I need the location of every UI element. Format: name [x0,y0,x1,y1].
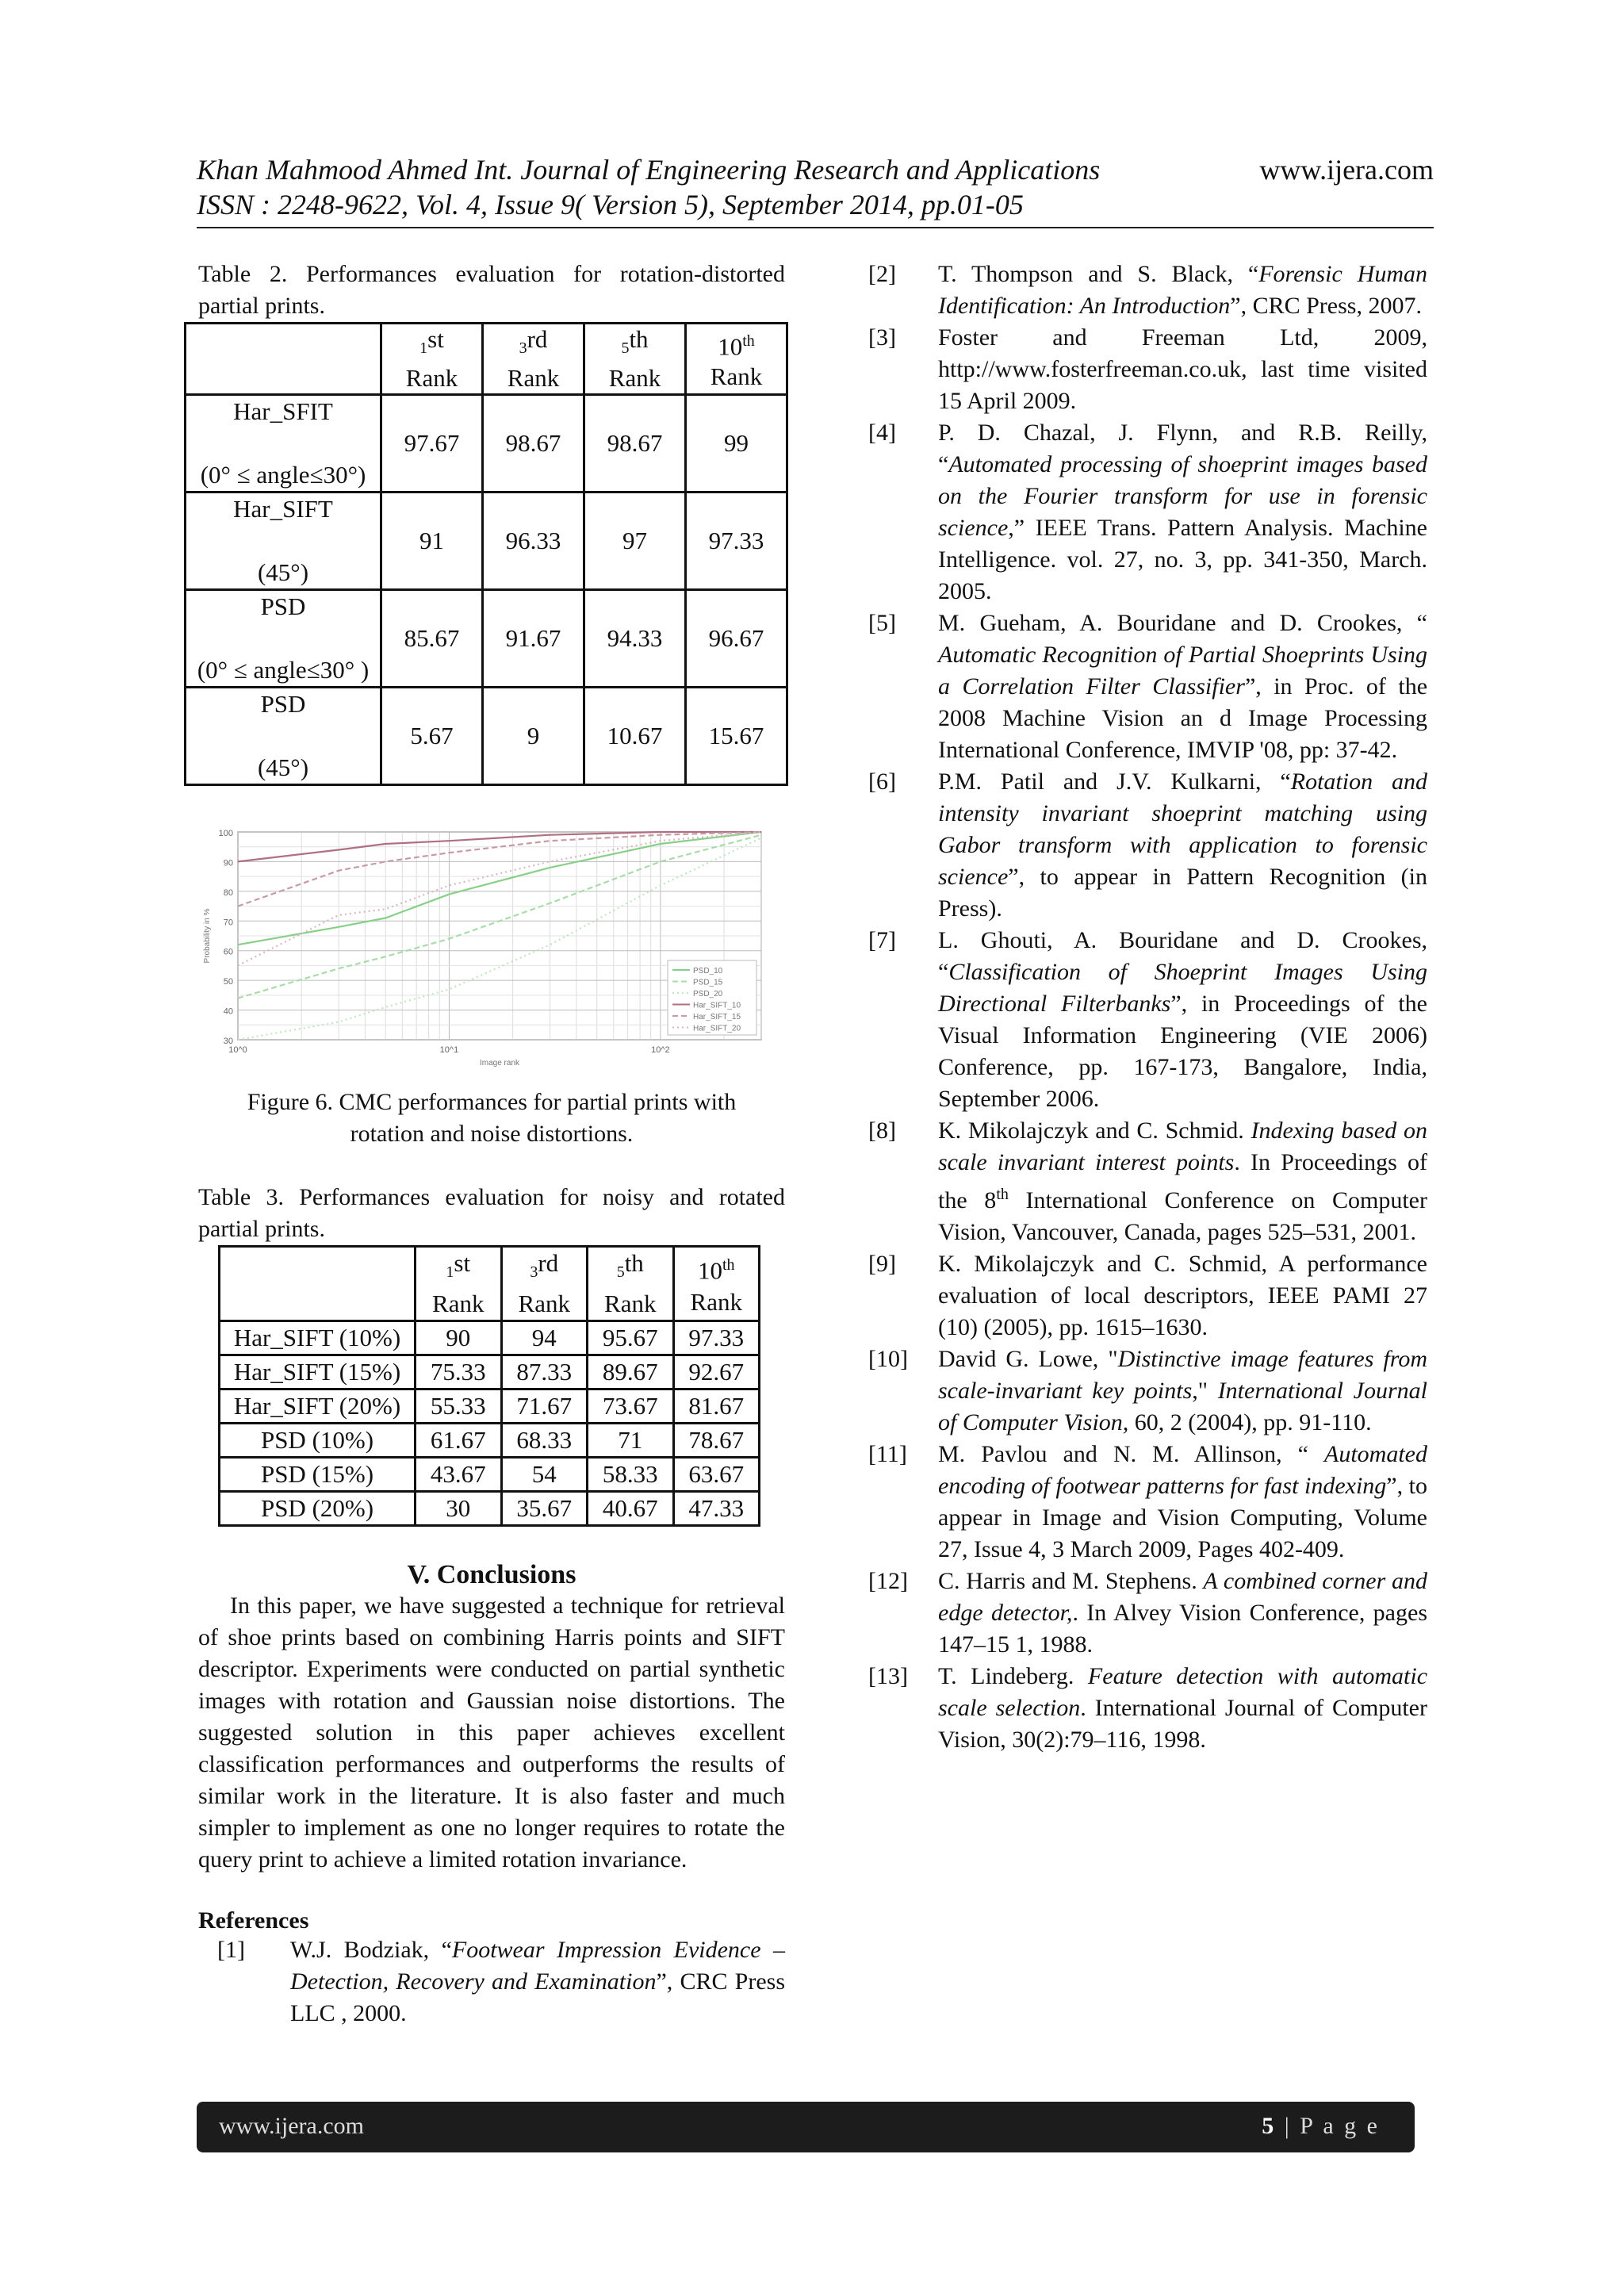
table3-col-header [673,1247,760,1321]
method-spacer [190,525,377,557]
method-spacer [190,623,377,654]
value-cell: 54 [501,1458,588,1492]
reference-title: Classification of Shoeprint Images Using Directional Filterbanks [938,959,1427,1017]
reference-item [868,1439,1427,1566]
reference-number: [9] [868,1251,896,1277]
method-spacer [190,427,377,459]
reference-text: M. Pavlou and N. M. Allinson, “ [938,1441,1325,1467]
table-row [220,1492,760,1526]
y-axis-label: Probability in % [203,908,212,964]
rank-ordinal [385,324,478,363]
reference-text: W.J. Bodziak, “ [290,1937,452,1964]
value-cell: 10.67 [584,688,686,785]
reference-body [938,417,1427,608]
reference-item [868,417,1427,608]
value-cell: 15.67 [686,688,787,785]
value-cell: 94 [501,1321,588,1355]
reference-text: T. Thompson and S. Black, “ [938,261,1259,287]
rank-ordinal-main: rd [527,325,548,353]
table-row [220,1321,760,1355]
rank-ordinal [690,326,783,362]
rank-ordinal [419,1248,497,1288]
rank-ordinal-main: th [629,325,649,353]
table2-col-header [381,324,483,395]
table2-col-header [686,324,787,395]
table2-caption: Table 2. Performances evaluation for rotation-distorted partial prints. [198,261,785,319]
method-cell: Har_SIFT (20%) [220,1389,416,1424]
legend-entry: PSD_15 [693,978,723,987]
rank-ordinal-sub: 3 [530,1263,538,1282]
reference-body [938,766,1427,925]
method-spacer [190,720,377,752]
method-cell: PSD (20%) [220,1492,416,1526]
method-name: PSD [260,592,306,621]
reference-title: Automated encoding of footwear patterns for fast indexing [938,1441,1427,1499]
figure6 [198,824,785,1150]
right-column [868,259,1427,1756]
reference-text: T. Lindeberg. [938,1663,1088,1689]
reference-text: ”, to appear in Image and Vision Computing, Volume 27, Issue 4, 3 March 2009, Pages 402-409. [938,1473,1428,1562]
reference-body [938,1661,1427,1756]
value-cell: 96.33 [483,493,584,590]
value-cell: 75.33 [416,1355,502,1389]
x-tick-label: 10^2 [651,1045,670,1056]
table-row [186,590,787,688]
reference-body [938,1248,1427,1343]
reference-body [290,1934,785,2030]
reference-item [868,1566,1427,1661]
references-list-right [868,259,1427,1756]
rank-label: Rank [432,1290,485,1318]
table-row [186,688,787,785]
method-cell [186,395,381,493]
value-cell: 61.67 [416,1424,502,1458]
reference-number: [10] [868,1346,908,1372]
y-tick-label: 100 [218,829,233,839]
figure6-caption [198,1087,785,1150]
reference-text: P.M. Patil and J.V. Kulkarni, “ [938,769,1291,795]
value-cell: 63.67 [673,1458,760,1492]
reference-title: Automatic Recognition of Partial Shoeprints Using a Correlation Filter Classifier [938,642,1427,700]
value-cell: 30 [416,1492,502,1526]
value-cell: 98.67 [584,395,686,493]
value-cell: 40.67 [588,1492,674,1526]
conclusions-text: In this paper, we have suggested a technique for retrieval of shoe prints based on combining Harris points and SIFT descriptor. Experiments were conducted on partial synthetic images with rotation and Gaussian noise distortions. The suggested solution in this paper achieves excellent classification performances and outperforms the results of similar work in the literature. It is also faster and much simpler to implement as one no longer requires to rotate the query print to achieve a limited rotation invariance. [198,1593,785,1873]
table-row [220,1355,760,1389]
value-cell: 97.33 [686,493,787,590]
reference-title: A combined corner and edge detector, [938,1568,1427,1626]
table2-col-header [584,324,686,395]
value-cell: 71.67 [501,1389,588,1424]
reference-number: [3] [868,324,896,351]
method-condition: (45°) [257,558,309,587]
reference-text: th [996,1186,1009,1203]
reference-text: ,” IEEE Trans. Pattern Analysis. Machine Intelligence. vol. 27, no. 3, pp. 341-350, March. 2005. [938,515,1427,604]
reference-body [938,925,1427,1115]
reference-text: ”, CRC Press LLC , 2000. [290,1968,785,2027]
rank-ordinal-sub: 1 [419,339,428,358]
value-cell: 47.33 [673,1492,760,1526]
method-condition: (0° ≤ angle≤30°) [200,461,366,489]
rank-ordinal-main: rd [538,1249,559,1278]
reference-number: [1] [217,1937,245,1964]
value-cell: 55.33 [416,1389,502,1424]
reference-text: ”, in Proceedings of the Visual Information Engineering (VIE 2006) Conference, pp. 167-173, Bangalore, India, September 2006. [938,991,1427,1112]
reference-text: L. Ghouti, A. Bouridane and D. Crookes, “ [938,927,1427,985]
table3-col-header [501,1247,588,1321]
reference-title: Indexing based on scale invariant interest points [938,1117,1427,1175]
reference-title: International Journal of Computer Vision, [938,1378,1428,1435]
method-cell [186,688,381,785]
table3-col-header [416,1247,502,1321]
legend-entry: PSD_20 [693,990,723,999]
figure6-caption-line2: rotation and noise distortions. [350,1121,634,1148]
method-name: PSD [260,690,306,719]
table-row [220,1458,760,1492]
page-number [1262,2113,1380,2140]
value-cell: 85.67 [381,590,483,688]
reference-text: Foster and Freeman Ltd, 2009, http://www.fosterfreeman.co.uk, last time visited 15 April 2009. [938,324,1427,414]
value-cell: 9 [483,688,584,785]
x-tick-label: 10^1 [439,1045,459,1056]
reference-item [868,1661,1427,1756]
reference-text: P. D. Chazal, J. Flynn, and R.B. Reilly, “ [938,420,1427,477]
page-footer [197,2102,1415,2152]
legend-entry: Har_SIFT_15 [693,1013,741,1022]
reference-title: Forensic Human Identification: An Introduction [938,261,1428,319]
reference-item [868,259,1427,322]
reference-body [938,1115,1427,1248]
reference-text: ”, in Proc. of the 2008 Machine Vision an d Image Processing International Conference, IMVIP '08, pp: 37-42. [938,673,1428,763]
reference-number: [7] [868,927,896,953]
x-tick-label: 10^0 [228,1045,247,1056]
reference-title: Automated processing of shoeprint images based on the Fourier transform for use in forensic science [938,451,1427,541]
reference-body [938,259,1427,322]
value-cell: 43.67 [416,1458,502,1492]
method-cell: PSD (15%) [220,1458,416,1492]
value-cell: 91.67 [483,590,584,688]
page-number-value: 5 [1262,2113,1277,2139]
table3-corner-cell [220,1247,416,1321]
value-cell: 97.67 [381,395,483,493]
reference-body [938,1566,1427,1661]
reference-title: Footwear Impression Evidence – Detection, Recovery and Examination [290,1937,785,1995]
method-condition: (0° ≤ angle≤30° ) [197,656,370,684]
method-cell: PSD (10%) [220,1424,416,1458]
reference-number: [11] [868,1441,907,1467]
method-condition: (45°) [257,753,309,782]
references-list-left [198,1934,785,2030]
reference-body [938,608,1427,766]
reference-text: ”, CRC Press, 2007. [1230,293,1422,319]
value-cell: 78.67 [673,1424,760,1458]
rank-label: Rank [604,1290,657,1318]
rank-ordinal [588,324,681,363]
y-tick-label: 90 [223,858,233,868]
y-tick-label: 60 [223,947,233,957]
header-divider [197,227,1434,228]
reference-item [868,766,1427,925]
reference-title: Distinctive image features from scale-invariant key points [938,1346,1427,1404]
value-cell: 89.67 [588,1355,674,1389]
reference-text: K. Mikolajczyk and C. Schmid, A performance evaluation of local descriptors, IEEE PAMI 27 (10) (2005), pp. 1615–1630. [938,1251,1427,1340]
reference-item [868,1343,1427,1439]
table3-caption: Table 3. Performances evaluation for noisy and rotated partial prints. [198,1184,785,1243]
reference-number: [5] [868,610,896,636]
method-cell [186,493,381,590]
value-cell: 87.33 [501,1355,588,1389]
reference-body [938,1343,1427,1439]
rank-ordinal [678,1249,756,1286]
reference-text: . International Journal of Computer Vision, 30(2):79–116, 1998. [938,1695,1427,1753]
reference-number: [13] [868,1663,908,1689]
rank-label: Rank [405,364,458,393]
reference-text: C. Harris and M. Stephens. [938,1568,1204,1594]
value-cell: 96.67 [686,590,787,688]
rank-label: Rank [518,1290,570,1318]
reference-body [938,1439,1427,1566]
value-cell: 92.67 [673,1355,760,1389]
table2 [184,322,788,786]
page-label: | P a g e [1276,2113,1380,2139]
conclusions-heading: V. Conclusions [407,1560,576,1590]
rank-ordinal-main: 10 [697,1256,722,1285]
value-cell: 99 [686,395,787,493]
rank-ordinal-sub: 1 [446,1263,454,1282]
rank-ordinal-sub: 5 [616,1263,625,1282]
rank-ordinal-sup: th [722,1256,735,1274]
rank-ordinal-sub: 5 [621,339,630,358]
y-tick-label: 70 [223,918,233,928]
rank-ordinal-main: st [454,1249,471,1278]
method-name: Har_SFIT [233,397,333,426]
table2-header-row [186,324,787,395]
x-axis-label: Image rank [479,1059,520,1068]
value-cell: 97 [584,493,686,590]
table3-header-row [220,1247,760,1321]
rank-ordinal [506,1248,584,1288]
left-column [198,259,785,2030]
value-cell: 90 [416,1321,502,1355]
method-cell [186,590,381,688]
reference-body [938,322,1427,417]
value-cell: 94.33 [584,590,686,688]
rank-label: Rank [690,1288,742,1317]
value-cell: 35.67 [501,1492,588,1526]
cmc-chart [198,824,785,1070]
header-journal-line: Khan Mahmood Ahmed Int. Journal of Engineering Research and Applications [197,154,1101,186]
legend-entry: PSD_10 [693,967,723,976]
value-cell: 68.33 [501,1424,588,1458]
figure6-caption-line1: Figure 6. CMC performances for partial prints with [247,1089,737,1116]
legend-entry: Har_SIFT_10 [693,1001,741,1010]
reference-text: 60, 2 (2004), pp. 91-110. [1128,1409,1372,1435]
value-cell: 5.67 [381,688,483,785]
header-issn-line: ISSN : 2248-9622, Vol. 4, Issue 9( Version 5), September 2014, pp.01-05 [197,189,1024,220]
rank-ordinal-main: th [624,1249,644,1278]
reference-number: [12] [868,1568,908,1594]
rank-label: Rank [710,362,763,391]
reference-item [868,925,1427,1115]
rank-ordinal-main: st [427,325,444,353]
reference-item [868,322,1427,417]
y-tick-label: 40 [223,1006,233,1017]
legend-entry: Har_SIFT_20 [693,1024,741,1033]
table-row [186,395,787,493]
rank-label: Rank [608,364,661,393]
rank-ordinal [592,1248,669,1288]
reference-item [868,1248,1427,1343]
reference-item [868,1115,1427,1248]
running-header [197,152,1434,222]
table2-col-header [483,324,584,395]
rank-ordinal-sup: th [742,332,755,350]
reference-number: [6] [868,769,896,795]
method-cell: Har_SIFT (10%) [220,1321,416,1355]
y-tick-label: 50 [223,977,233,987]
reference-text: ”, to appear in Pattern Recognition (in Press). [938,864,1427,922]
reference-text: David G. Lowe, " [938,1346,1118,1372]
reference-number: [2] [868,261,896,287]
table3-col-header [588,1247,674,1321]
reference-number: [4] [868,420,896,446]
value-cell: 58.33 [588,1458,674,1492]
footer-url[interactable]: www.ijera.com [219,2113,364,2139]
value-cell: 91 [381,493,483,590]
rank-label: Rank [507,364,560,393]
reference-text: ," [1192,1378,1218,1404]
reference-text: M. Gueham, A. Bouridane and D. Crookes, “ [938,610,1427,636]
reference-text: . In Proceedings of the 8 [938,1149,1427,1213]
reference-title: Feature detection with automatic scale selection [938,1663,1428,1721]
reference-item [217,1934,785,2030]
references-heading: References [198,1907,309,1934]
y-tick-label: 80 [223,888,233,899]
rank-ordinal [487,324,580,363]
table3 [218,1245,760,1527]
reference-title: Rotation and intensity invariant shoeprint matching using Gabor transform with application to forensic science [938,769,1427,890]
table-row [220,1389,760,1424]
table2-corner-cell [186,324,381,395]
table-row [220,1424,760,1458]
value-cell: 98.67 [483,395,584,493]
value-cell: 97.33 [673,1321,760,1355]
method-cell: Har_SIFT (15%) [220,1355,416,1389]
rank-ordinal-sub: 3 [519,339,527,358]
reference-text: . In Alvey Vision Conference, pages 147–15 1, 1988. [938,1600,1427,1658]
reference-item [868,608,1427,766]
value-cell: 71 [588,1424,674,1458]
method-name: Har_SIFT [233,495,333,523]
header-url[interactable]: www.ijera.com [1259,154,1434,186]
value-cell: 81.67 [673,1389,760,1424]
value-cell: 95.67 [588,1321,674,1355]
reference-text: K. Mikolajczyk and C. Schmid. [938,1117,1251,1144]
rank-ordinal-main: 10 [718,332,743,361]
reference-number: [8] [868,1117,896,1144]
value-cell: 73.67 [588,1389,674,1424]
y-tick-label: 30 [223,1037,233,1047]
table-row [186,493,787,590]
reference-text: International Conference on Computer Vision, Vancouver, Canada, pages 525–531, 2001. [938,1187,1427,1245]
